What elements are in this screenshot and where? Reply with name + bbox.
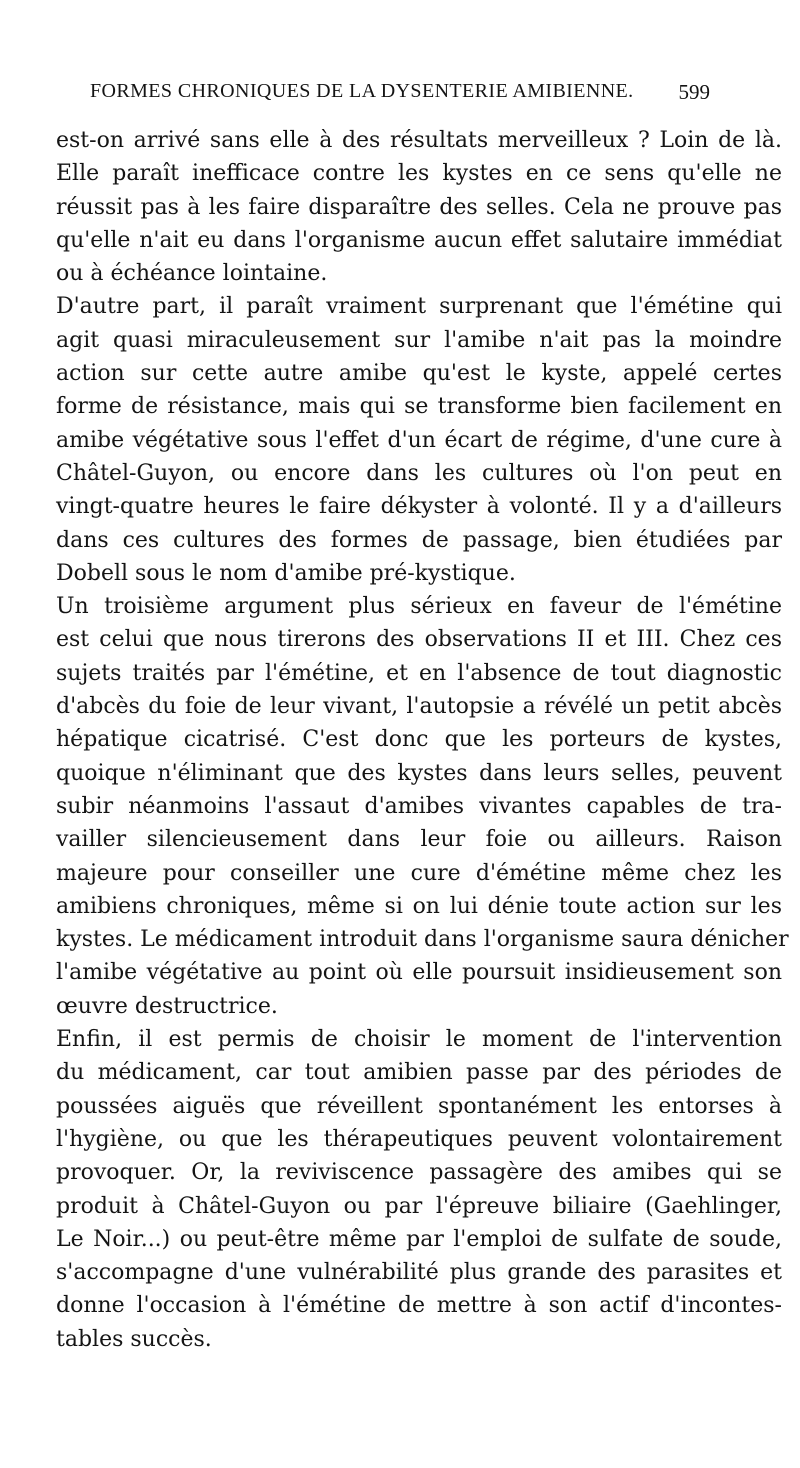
text-line: Elle paraît inefficace contre les kystes en ce sens qu'elle ne: [56, 161, 782, 187]
running-header: [90, 80, 710, 116]
text-line: réussit pas à les faire disparaître des selles. Cela ne prouve pas: [56, 194, 782, 220]
text-line: forme de résistance, mais qui se transforme bien facilement en: [56, 394, 782, 420]
text-line: majeure pour conseiller une cure d'émétine même chez les: [56, 860, 782, 886]
text-line: d'abcès du foie de leur vivant, l'autopsie a révélé un petit abcès: [56, 694, 782, 720]
text-line: donne l'occasion à l'émétine de mettre à son actif d'incontes-: [56, 1293, 782, 1319]
text-line: amibiens chroniques, même si on lui dénie toute action sur les: [56, 893, 782, 919]
text-line: D'autre part, il paraît vraiment surprenant que l'émétine qui: [56, 294, 782, 320]
text-line: qu'elle n'ait eu dans l'organisme aucun effet salutaire immédiat: [56, 227, 782, 253]
text-line: kystes. Le médicament introduit dans l'organisme saura dénicher: [56, 927, 789, 953]
text-line: Dobell sous le nom d'amibe pré-kystique.: [56, 560, 516, 586]
text-line: tables succès.: [56, 1326, 212, 1352]
text-line: produit à Châtel-Guyon ou par l'épreuve biliaire (Gaehlinger,: [56, 1193, 782, 1219]
text-line: amibe végétative sous l'effet d'un écart de régime, d'une cure à: [56, 427, 782, 453]
text-line: l'amibe végétative au point où elle poursuit insidieusement son: [56, 960, 782, 986]
text-line: subir néanmoins l'assaut d'amibes vivantes capables de tra-: [56, 793, 782, 819]
text-line: hépatique cicatrisé. C'est donc que les porteurs de kystes,: [56, 727, 782, 753]
text-line: l'hygiène, ou que les thérapeutiques peuvent volontairement: [56, 1126, 782, 1152]
text-line: vingt-quatre heures le faire dékyster à volonté. Il y a d'ailleurs: [56, 494, 782, 520]
text-line: Un troisième argument plus sérieux en faveur de l'émétine: [56, 594, 782, 620]
running-title: FORMES CHRONIQUES DE LA DYSENTERIE AMIBIENNE.: [90, 80, 634, 102]
text-line: vailler silencieusement dans leur foie ou ailleurs. Raison: [56, 827, 782, 853]
text-line: ou à échéance lointaine.: [56, 261, 328, 287]
text-line: dans ces cultures des formes de passage, bien étudiées par: [56, 527, 782, 553]
text-line: action sur cette autre amibe qu'est le kyste, appelé certes: [56, 361, 782, 387]
text-line: poussées aiguës que réveillent spontanément les entorses à: [56, 1093, 782, 1119]
text-line: œuvre destructrice.: [56, 993, 278, 1019]
page-number: 599: [678, 80, 710, 104]
text-line: Enfin, il est permis de choisir le moment de l'intervention: [56, 1027, 782, 1053]
text-line: agit quasi miraculeusement sur l'amibe n'ait pas la moindre: [56, 327, 782, 353]
text-line: est-on arrivé sans elle à des résultats merveilleux ? Loin de là.: [56, 128, 782, 153]
text-line: sujets traités par l'émétine, et en l'absence de tout diagnostic: [56, 660, 782, 686]
text-line: du médicament, car tout amibien passe par des périodes de: [56, 1060, 782, 1086]
text-line: provoquer. Or, la reviviscence passagère des amibes qui se: [56, 1160, 782, 1186]
text-line: Châtel-Guyon, ou encore dans les cultures où l'on peut en: [56, 460, 782, 486]
text-line: est celui que nous tirerons des observations II et III. Chez ces: [56, 627, 782, 653]
body-text: [56, 124, 789, 1356]
text-line: s'accompagne d'une vulnérabilité plus grande des parasites et: [56, 1260, 782, 1286]
text-line: Le Noir...) ou peut-être même par l'emploi de sulfate de soude,: [56, 1226, 782, 1252]
text-line: quoique n'éliminant que des kystes dans leurs selles, peuvent: [56, 760, 782, 786]
